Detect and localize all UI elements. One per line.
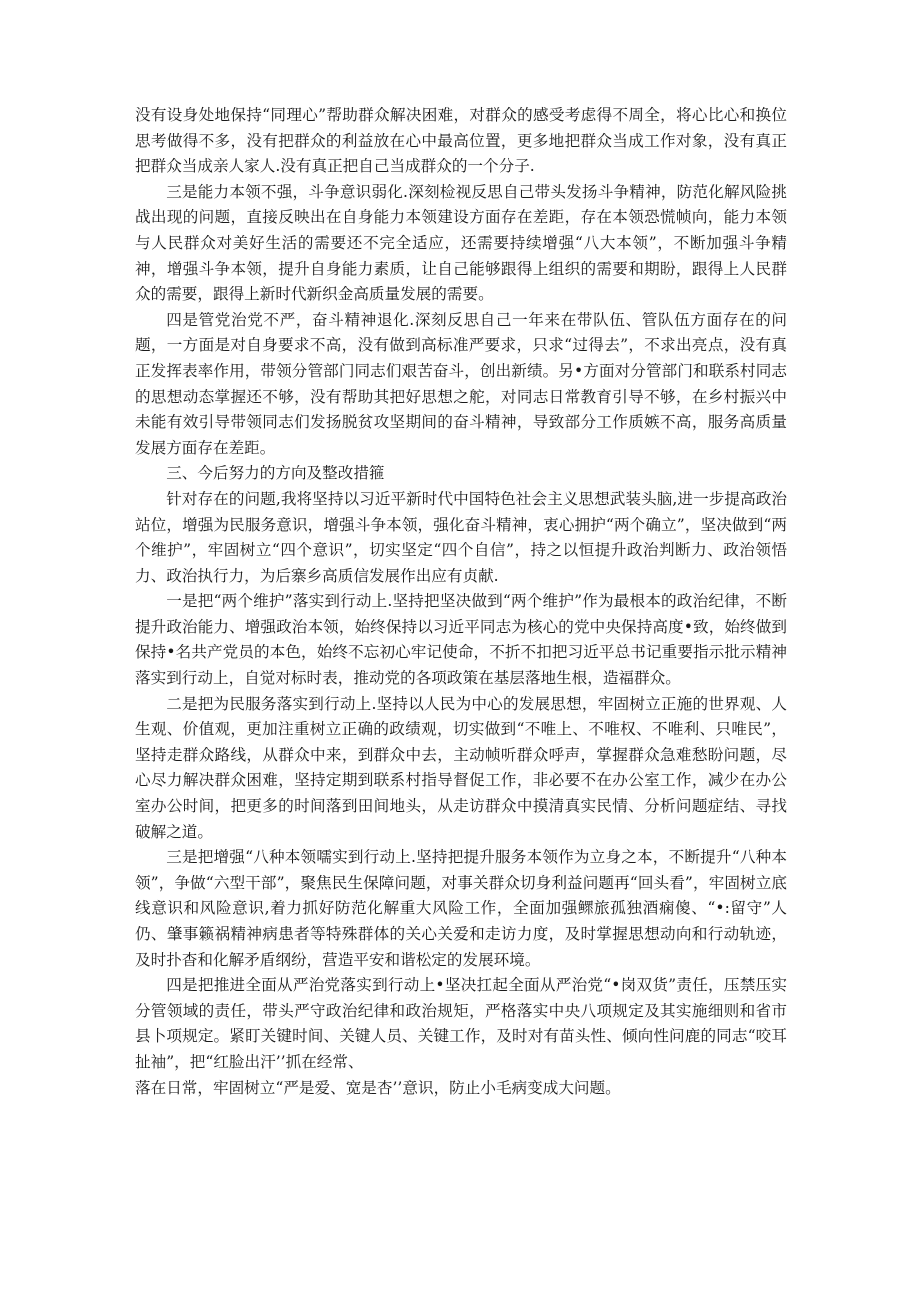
- paragraph-measure-one: 一是把“两个维护”落实到行动上.坚持把坚决做到“两个维护”作为最根本的政治纪律，不断提升政治能力、增强政治本领，始终保持以习近平同志为核心的党中央保持高度•致，始终做到保持•名共产党员的本色，始终不忘初心牢记使命，不折不扣把习近平总书记重要指示批示精神落实到行动上，自觉对标时表，推动党的各项政策在基层落地生根，造福群众。: [135, 592, 787, 688]
- paragraph-continuation: 没有设身处地保持“同理心”帮助群众解决困难，对群众的感受考虑得不周全，将心比心和换位思考做得不多，没有把群众的利益放在心中最高位置，更多地把群众当成工作对象，没有真正把群众当成亲人家人.没有真正把自己当成群众的一个分子.: [135, 106, 787, 176]
- paragraph-measure-two: 二是把为民服务落实到行动上.坚持以人民为中心的发展思想，牢固树立正施的世界观、人生观、价值观，更加注重树立正确的政绩观，切实做到“不唯上、不唯权、不唯利、只唯民”，坚持走群众路线，从群众中来，到群众中去，主动帧听群众呼声，掌握群众急难愁盼问题，尽心尽力解决群众困难，坚持定期到联系村指导督促工作，非必要不在办公室工作，减少在办公室办公时间，把更多的时间落到田间地头，从走访群众中摸清真实民情、分析问题症结、寻找破解之道。: [135, 694, 787, 841]
- paragraph-measure-three: 三是把增强“八种本领嚅实到行动上.坚持把提升服务本领作为立身之本，不断提升“八种本领”，争做“六型干部”，聚焦民生保障问题，对事关群众切身利益问题再“回头看”，牢固树立底线意识和风险意识,着力抓好防范化解重大风险工作，全面加强鳏旅孤独酒痫傻、“•:留守”人仍、肇事籁祸精神病患者等特殊群体的关心关爱和走访力度，及时掌握思想动向和行动轨迹，及时扑杳和化解矛盾纲纷，营造平安和谐松定的发展环境。: [135, 848, 787, 969]
- paragraph-measure-four-end: 落在日常，牢固树立“严是爱、宽是杏’’意识，防止小毛病变成大问题。: [135, 1078, 621, 1097]
- paragraph-measure-four: 四是把推进全面从严治党落实到行动上•坚决扛起全面从严治党“•岗双货”责任，压禁压实分管领域的责任，带头严守政治纪律和政治规矩，严格落实中央八项规定及其实施细则和省市县卜项规定。紧盯关键时间、关键人员、关键工作，及时对有苗头性、倾向性问鹿的同志“咬耳扯袖”，把“红脸出汗’’抓在经常、: [135, 976, 787, 1071]
- section-heading: 三、今后努力的方向及整改措箍: [166, 464, 385, 483]
- paragraph-party-discipline: 四是管党治党不严，奋斗精神退化.深刻反思自己一年来在带队伍、管队伍方面存在的问题，一方面是对自身要求不高，没有做到高标准严要求，只求“过得去”，不求出亮点，没有真正发挥表率作用，带领分管部门同志们艰苦奋斗，创出新绩。另•方面对分管部门和联系村同志的思想动态掌握还不够，没有帮助其把好思想之舵，对同志日常教育引导不够，在乡村振兴中未能有效引导带领同志们发扬脱贫攻坚期间的奋斗精神，导致部分工作质嫉不高，服务高质量发展方面存在差距。: [135, 310, 787, 457]
- paragraph-intro-measures: 针对存在的问题,我将坚持以习近平新时代中国特色社会主义思想武装头脑,进一步提高政治站位，增强为民服务意识，增强斗争本领，强化奋斗精神，衷心拥护“两个确立”，坚决做到“两个维护”，牢固树立“四个意识”，切实坚定“四个自信”，持之以恒提升政治判断力、政治领悟力、政治执行力，为后寨乡高质信发展作出应有贞献.: [135, 489, 787, 585]
- paragraph-ability: 三是能力本领不强，斗争意识弱化.深刻检视反思自己带头发扬斗争精神，防范化解风险挑战出现的问题，直接反映出在自身能力本领建设方面存在差距，存在本领恐慌帧向，能力本领与人民群众对美好生活的需要还不完全适应，还需要持续增强“八大本领”，不断加强斗争精神，增强斗争本领，提升自身能力素质，让自己能够跟得上组织的需要和期盼，跟得上人民群众的需要，跟得上新时代新织金高质量发展的需要。: [135, 182, 787, 304]
- document-body: [135, 103, 787, 1101]
